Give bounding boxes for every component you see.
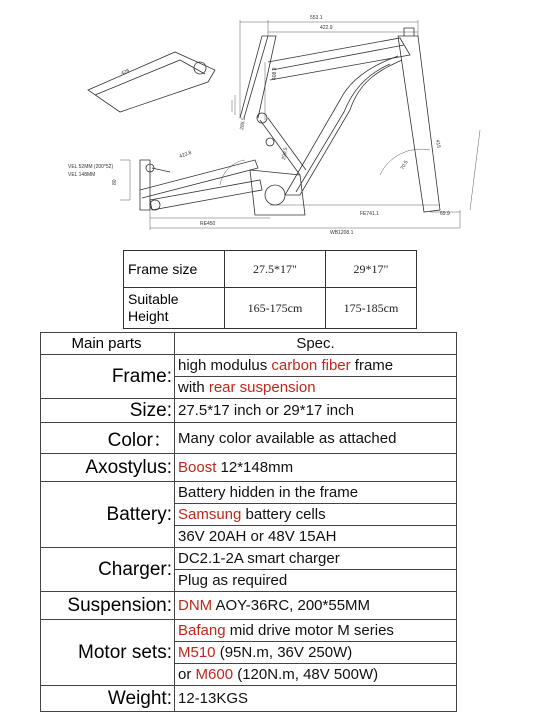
color-row	[41, 423, 457, 454]
motor-line2	[175, 642, 457, 664]
suspension-row	[41, 592, 457, 620]
weight-value: 12-13KGS	[175, 686, 457, 712]
dim-label: 80	[112, 179, 118, 185]
motor-m510: M510	[178, 644, 216, 661]
battery-cells: battery cells	[241, 506, 326, 523]
battery-label: Battery:	[41, 482, 175, 548]
axle-standard: Boost	[178, 459, 217, 476]
frame-material: carbon fiber	[271, 357, 351, 374]
axostylus-value	[175, 454, 457, 482]
suspension-model: AOY-36RC, 200*55MM	[212, 597, 371, 614]
header-main-parts: Main parts	[41, 333, 175, 355]
size-label: Size:	[41, 399, 175, 423]
color-value: Many color available as attached	[175, 423, 457, 454]
size-value: 27.5*17 inch or 29*17 inch	[175, 399, 457, 423]
frame-spec-text: frame	[350, 357, 394, 374]
size-row	[41, 399, 457, 423]
dim-label: RE450	[200, 221, 216, 227]
suspension-value	[175, 592, 457, 620]
frame-size-table	[123, 250, 417, 329]
dim-label: 553.1	[310, 15, 323, 21]
frame-spec-line1	[175, 355, 457, 377]
spec-table	[40, 332, 457, 712]
dim-label: 290.5	[281, 146, 290, 161]
dim-label: VEL 52MM (200*52)	[68, 164, 114, 170]
suitable-height-label-line1: Suitable	[128, 291, 179, 308]
dim-label: 415	[434, 139, 442, 149]
weight-row	[41, 686, 457, 712]
axle-size: 12*148mm	[216, 459, 294, 476]
frame-spec-text: with	[178, 379, 209, 396]
battery-brand: Samsung	[178, 506, 242, 523]
motor-or: or	[178, 666, 196, 683]
motor-line3	[175, 664, 457, 686]
suitable-height-label	[124, 288, 225, 329]
charger-line2: Plug as required	[175, 570, 457, 592]
suitable-height-row	[124, 288, 417, 329]
motor-m510-spec: (95N.m, 36V 250W)	[215, 644, 353, 661]
battery-line1: Battery hidden in the frame	[175, 482, 457, 504]
frame-spec-text: high modulus	[178, 357, 272, 374]
motor-row	[41, 620, 457, 642]
frame-size-row	[124, 251, 417, 288]
dim-label: 428	[120, 67, 131, 77]
frame-row	[41, 355, 457, 377]
suspension-label: Suspension:	[41, 592, 175, 620]
suitable-height-label-line2: Height	[128, 308, 169, 325]
frame-spec-line2	[175, 377, 457, 399]
charger-row	[41, 548, 457, 570]
battery-row	[41, 482, 457, 504]
dim-label: 422.9	[320, 25, 333, 31]
motor-line1	[175, 620, 457, 642]
motor-m600-spec: (120N.m, 48V 500W)	[233, 666, 379, 683]
dim-label: 408.9	[272, 67, 278, 80]
frame-label: Frame:	[41, 355, 175, 399]
battery-line2	[175, 504, 457, 526]
battery-line3: 36V 20AH or 48V 15AH	[175, 526, 457, 548]
dim-label: VEL 148MM	[68, 172, 96, 178]
frame-size-27-5: 27.5*17"	[225, 251, 326, 288]
dim-label: FE741.1	[360, 211, 379, 217]
dim-label: 423.8	[178, 149, 193, 160]
frame-size-label: Frame size	[124, 251, 225, 288]
motor-series: mid drive motor M series	[225, 622, 394, 639]
charger-line1: DC2.1-2A smart charger	[175, 548, 457, 570]
axostylus-row	[41, 454, 457, 482]
height-29: 175-185cm	[326, 288, 417, 329]
motor-label: Motor sets:	[41, 620, 175, 686]
charger-label: Charger:	[41, 548, 175, 592]
axostylus-label: Axostylus:	[41, 454, 175, 482]
frame-size-29: 29*17"	[326, 251, 417, 288]
motor-brand: Bafang	[178, 622, 226, 639]
weight-label: Weight:	[41, 686, 175, 712]
dim-label: 69.9	[440, 211, 450, 217]
header-spec: Spec.	[175, 333, 457, 355]
dim-label: 70.5	[399, 159, 410, 171]
dim-label: 285.5	[239, 116, 248, 131]
color-label: Color：	[41, 423, 175, 454]
spec-header-row	[41, 333, 457, 355]
dim-label: WB1208.1	[330, 230, 354, 236]
frame-geometry-drawing	[0, 0, 542, 245]
frame-suspension: rear suspension	[208, 379, 316, 396]
motor-m600: M600	[195, 666, 234, 683]
height-27-5: 165-175cm	[225, 288, 326, 329]
suspension-brand: DNM	[178, 597, 213, 614]
